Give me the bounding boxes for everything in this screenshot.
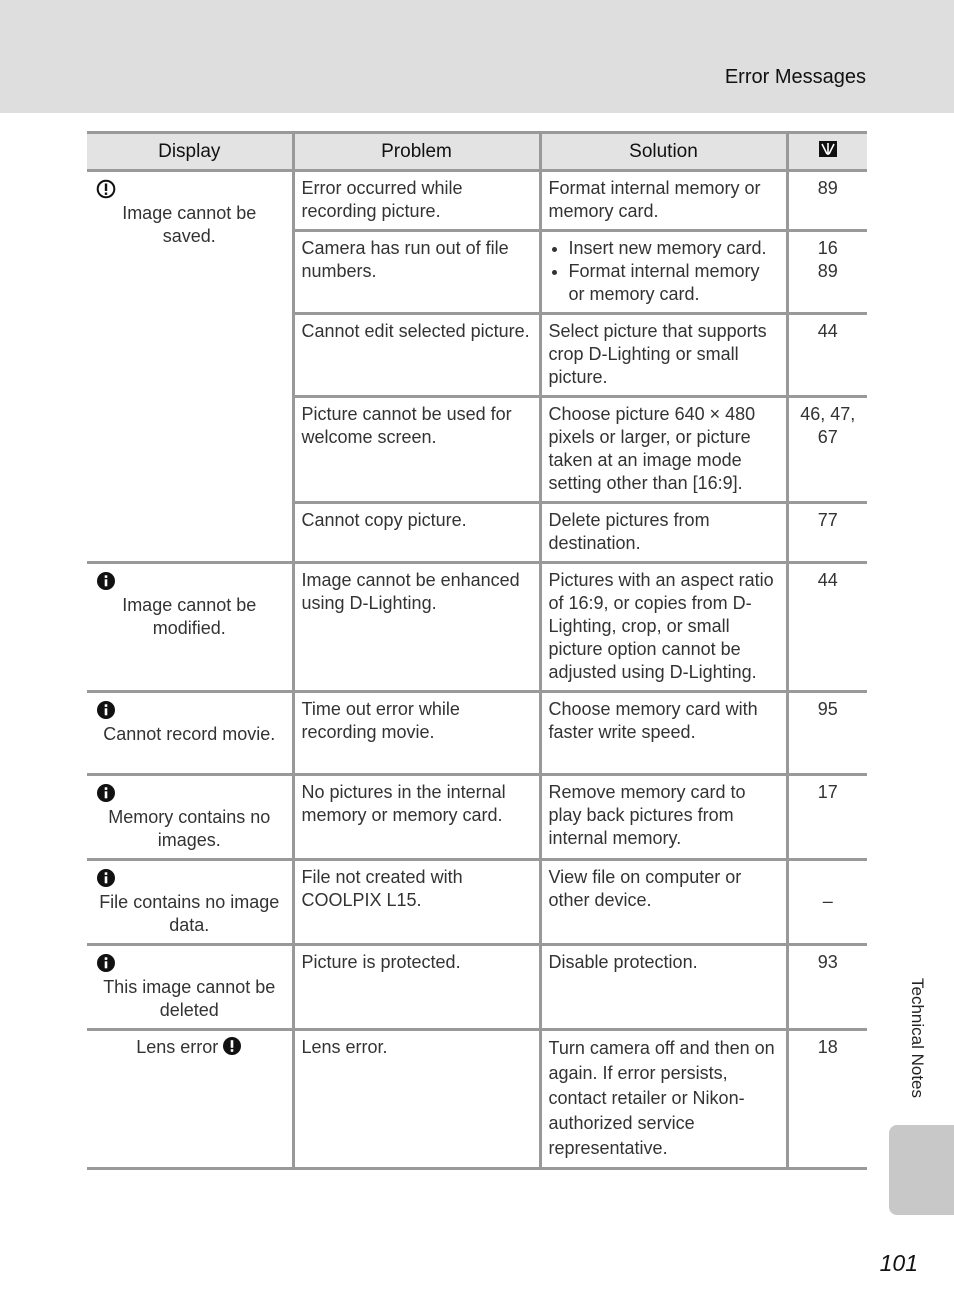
table-row <box>87 563 867 692</box>
display-cell <box>87 775 293 860</box>
solution-cell: Select picture that supports crop D-Lighting or small picture. <box>540 314 787 397</box>
solution-list <box>549 237 779 306</box>
table-header-row <box>87 133 867 171</box>
page-cell: 89 <box>787 171 867 231</box>
display-message: Image cannot be modified. <box>122 595 257 638</box>
error-exclamation-icon <box>218 1037 242 1057</box>
warning-exclamation-icon <box>94 177 285 202</box>
display-cell <box>87 692 293 775</box>
page-reference: 16 <box>817 238 838 258</box>
page-cell: – <box>787 860 867 945</box>
table-row <box>87 775 867 860</box>
column-header-display: Display <box>87 133 293 171</box>
problem-cell: Cannot edit selected picture. <box>293 314 540 397</box>
page-cell <box>787 231 867 314</box>
display-message: This image cannot be deleted <box>103 977 276 1020</box>
problem-cell: Camera has run out of file numbers. <box>293 231 540 314</box>
display-cell <box>87 945 293 1030</box>
solution-cell: Format internal memory or memory card. <box>540 171 787 231</box>
display-message: File contains no image data. <box>99 892 280 935</box>
list-item: • Insert new memory card. <box>569 237 779 260</box>
page-cell: 95 <box>787 692 867 775</box>
column-header-solution: Solution <box>540 133 787 171</box>
section-tab <box>889 1125 954 1215</box>
info-icon <box>94 866 285 891</box>
solution-cell: View file on computer or other device. <box>540 860 787 945</box>
page-reference: 89 <box>817 261 838 281</box>
display-cell <box>87 171 293 563</box>
table-row <box>87 945 867 1030</box>
page-cell: 44 <box>787 314 867 397</box>
solution-cell <box>540 231 787 314</box>
book-icon <box>818 139 838 165</box>
page-cell: 46, 47, 67 <box>787 397 867 503</box>
display-message: Memory contains no images. <box>108 807 271 850</box>
info-icon <box>94 951 285 976</box>
page-cell: 77 <box>787 503 867 563</box>
info-icon <box>94 781 285 806</box>
problem-cell: Cannot copy picture. <box>293 503 540 563</box>
info-icon <box>94 569 285 594</box>
page-cell: 44 <box>787 563 867 692</box>
display-message: Lens error <box>136 1037 219 1057</box>
list-item: • Format internal memory or memory card. <box>569 260 779 306</box>
solution-cell: Choose picture 640 × 480 pixels or larger, or picture taken at an image mode setting other than [16:9]. <box>540 397 787 503</box>
display-message: Cannot record movie. <box>103 724 276 744</box>
solution-cell: Turn camera off and then on again. If error persists, contact retailer or Nikon-authorized service representative. <box>540 1030 787 1169</box>
solution-cell: Delete pictures from destination. <box>540 503 787 563</box>
page-cell: 17 <box>787 775 867 860</box>
solution-cell: Disable protection. <box>540 945 787 1030</box>
display-message: Image cannot be saved. <box>122 203 257 246</box>
solution-cell: Pictures with an aspect ratio of 16:9, or copies from D-Lighting, crop, or small picture option cannot be adjusted using D-Lighting. <box>540 563 787 692</box>
display-cell <box>87 1030 293 1169</box>
page-cell: 93 <box>787 945 867 1030</box>
section-side-label: Technical Notes <box>908 978 927 1099</box>
table-row <box>87 171 867 231</box>
table-row <box>87 860 867 945</box>
page-cell: 18 <box>787 1030 867 1169</box>
page-number: 101 <box>879 1250 918 1276</box>
info-icon <box>94 698 285 723</box>
table-row <box>87 1030 867 1169</box>
problem-cell: Picture is protected. <box>293 945 540 1030</box>
problem-cell: Time out error while recording movie. <box>293 692 540 775</box>
problem-cell: Picture cannot be used for welcome screen. <box>293 397 540 503</box>
problem-cell: File not created with COOLPIX L15. <box>293 860 540 945</box>
section-title: Error Messages <box>724 66 866 88</box>
problem-cell: Image cannot be enhanced using D-Lighting. <box>293 563 540 692</box>
header-band <box>0 0 954 113</box>
problem-cell: Lens error. <box>293 1030 540 1169</box>
solution-cell: Choose memory card with faster write speed. <box>540 692 787 775</box>
column-header-page <box>787 133 867 171</box>
error-messages-table <box>87 131 867 1170</box>
problem-cell: Error occurred while recording picture. <box>293 171 540 231</box>
problem-cell: No pictures in the internal memory or memory card. <box>293 775 540 860</box>
column-header-problem: Problem <box>293 133 540 171</box>
display-cell <box>87 563 293 692</box>
table-row <box>87 692 867 775</box>
solution-cell: Remove memory card to play back pictures from internal memory. <box>540 775 787 860</box>
display-cell <box>87 860 293 945</box>
